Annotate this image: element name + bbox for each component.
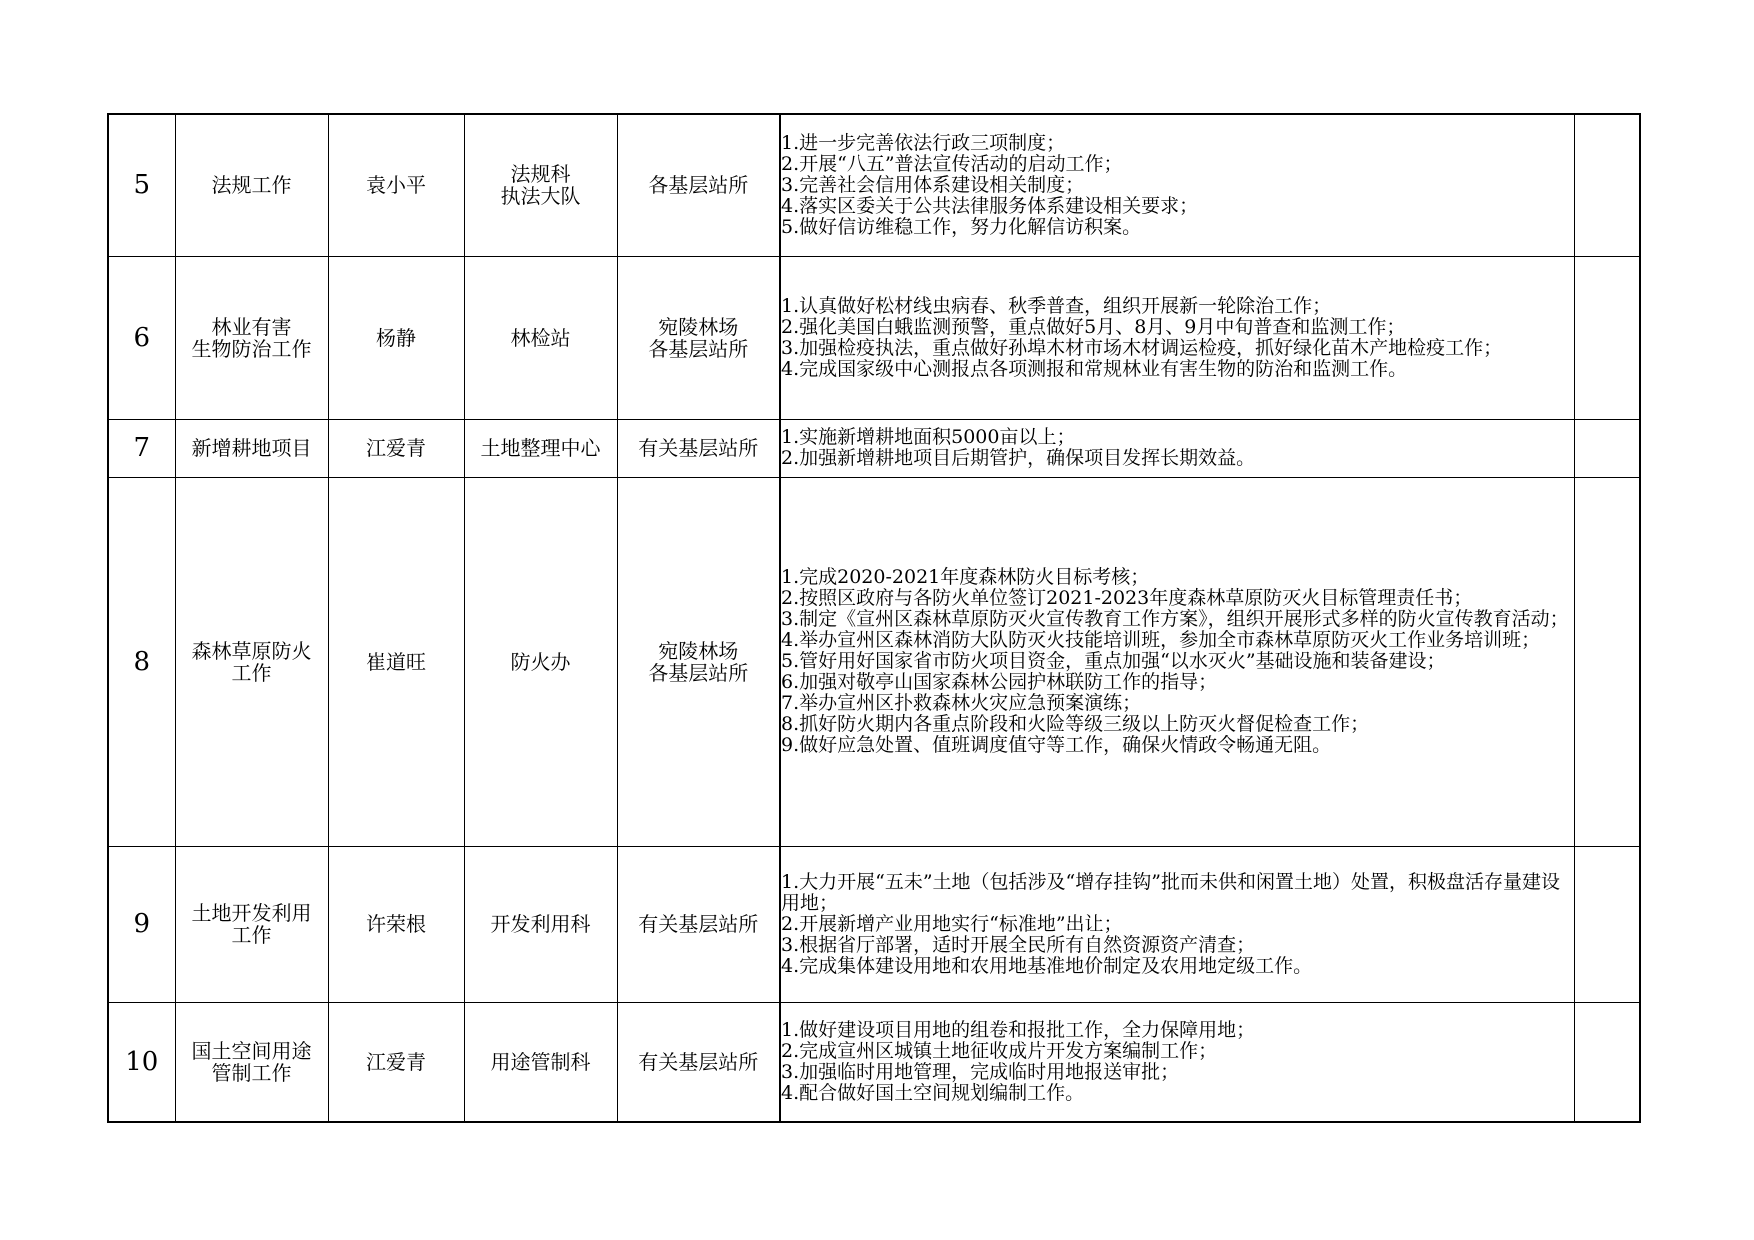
table-row xyxy=(108,477,1640,846)
lead-unit xyxy=(464,419,617,477)
project-name xyxy=(175,846,328,1002)
task-item: 4.完成集体建设用地和农用地基准地价制定及农用地定级工作。 xyxy=(781,954,1313,977)
task-item: 4.举办宣州区森林消防大队防灭火技能培训班，参加全市森林草原防灭火工作业务培训班； xyxy=(781,629,1541,651)
lead-unit-line: 防火办 xyxy=(510,649,571,674)
leader-name: 袁小平 xyxy=(328,114,464,256)
project-name-line: 生物防治工作 xyxy=(191,336,312,361)
table-row xyxy=(108,256,1640,419)
task-item: 3.完善社会信用体系建设相关制度； xyxy=(781,173,1085,196)
cooperating-unit-line: 各基层站所 xyxy=(648,336,749,361)
project-name xyxy=(175,114,328,256)
task-item: 2.完成宣州区城镇土地征收成片开发方案编制工作； xyxy=(781,1039,1218,1062)
project-name-line: 森林草原防火 xyxy=(191,638,312,663)
row-number: 10 xyxy=(108,1002,175,1122)
cooperating-unit-line: 宛陵林场 xyxy=(658,314,739,339)
task-item: 2.开展“八五”普法宣传活动的启动工作； xyxy=(781,152,1123,175)
row-number: 7 xyxy=(108,419,175,477)
table-row xyxy=(108,846,1640,1002)
task-list xyxy=(780,114,1574,256)
lead-unit-line: 开发利用科 xyxy=(490,912,591,936)
task-item: 8.抓好防火期内各重点阶段和火险等级三级以上防灭火督促检查工作； xyxy=(781,713,1370,735)
project-name xyxy=(175,256,328,419)
project-name-line: 工作 xyxy=(231,660,272,685)
task-item: 3.根据省厅部署，适时开展全民所有自然资源资产清查； xyxy=(781,933,1256,956)
lead-unit xyxy=(464,846,617,1002)
table-row xyxy=(108,1002,1640,1122)
lead-unit xyxy=(464,477,617,846)
project-name-line: 法规工作 xyxy=(211,173,292,198)
cooperating-unit xyxy=(617,114,780,256)
task-list xyxy=(780,419,1574,477)
task-list xyxy=(780,477,1574,846)
leader-name: 许荣根 xyxy=(328,846,464,1002)
task-item: 1.进一步完善依法行政三项制度； xyxy=(781,131,1066,154)
task-item: 1.实施新增耕地面积5000亩以上； xyxy=(781,426,1076,448)
task-item: 1.大力开展“五未”土地（包括涉及“增存挂钩”批而未供和闲置土地）处置，积极盘活存量建设用地； xyxy=(781,870,1560,914)
row-number: 6 xyxy=(108,256,175,419)
task-item: 1.做好建设项目用地的组卷和报批工作，全力保障用地； xyxy=(781,1018,1256,1041)
lead-unit-line: 土地整理中心 xyxy=(480,436,601,460)
project-name xyxy=(175,477,328,846)
task-item: 3.加强检疫执法，重点做好孙埠木材市场木材调运检疫，抓好绿化苗木产地检疫工作； xyxy=(781,336,1503,359)
table-row xyxy=(108,419,1640,477)
task-item: 7.举办宣州区扑救森林火灾应急预案演练； xyxy=(781,692,1142,714)
leader-name: 江爱青 xyxy=(328,1002,464,1122)
row-number: 8 xyxy=(108,477,175,846)
task-item: 2.加强新增耕地项目后期管护，确保项目发挥长期效益。 xyxy=(781,447,1256,469)
project-name-line: 新增耕地项目 xyxy=(191,436,312,460)
task-item: 2.开展新增产业用地实行“标准地”出让； xyxy=(781,912,1123,935)
cooperating-unit xyxy=(617,477,780,846)
cooperating-unit-line: 宛陵林场 xyxy=(658,638,739,663)
task-item: 5.管好用好国家省市防火项目资金，重点加强“以水灭火”基础设施和装备建设； xyxy=(781,650,1446,672)
cooperating-unit-line: 各基层站所 xyxy=(648,660,749,685)
task-item: 5.做好信访维稳工作，努力化解信访积案。 xyxy=(781,215,1142,238)
note-cell xyxy=(1574,114,1640,256)
task-item: 3.制定《宣州区森林草原防灭火宣传教育工作方案》，组织开展形式多样的防火宣传教育活动； xyxy=(781,608,1569,630)
leader-name: 江爱青 xyxy=(328,419,464,477)
lead-unit-line: 用途管制科 xyxy=(490,1049,591,1074)
task-item: 4.落实区委关于公共法律服务体系建设相关要求； xyxy=(781,194,1199,217)
lead-unit xyxy=(464,114,617,256)
lead-unit-line: 法规科 xyxy=(510,162,571,187)
project-name xyxy=(175,419,328,477)
task-item: 1.完成2020-2021年度森林防火目标考核； xyxy=(781,566,1150,588)
lead-unit xyxy=(464,1002,617,1122)
note-cell xyxy=(1574,477,1640,846)
work-plan-table xyxy=(107,113,1641,1123)
lead-unit-line: 执法大队 xyxy=(500,184,581,209)
cooperating-unit xyxy=(617,846,780,1002)
project-name-line: 国土空间用途 xyxy=(191,1038,312,1063)
task-item: 6.加强对敬亭山国家森林公园护林联防工作的指导； xyxy=(781,671,1218,693)
task-list xyxy=(780,846,1574,1002)
task-item: 4.完成国家级中心测报点各项测报和常规林业有害生物的防治和监测工作。 xyxy=(781,357,1408,380)
project-name xyxy=(175,1002,328,1122)
project-name-line: 管制工作 xyxy=(211,1060,292,1085)
task-item: 2.按照区政府与各防火单位签订2021-2023年度森林草原防灭火目标管理责任书； xyxy=(781,587,1473,609)
project-name-line: 土地开发利用 xyxy=(191,901,312,925)
project-name-line: 工作 xyxy=(231,923,272,947)
row-number: 9 xyxy=(108,846,175,1002)
row-number: 5 xyxy=(108,114,175,256)
table-row xyxy=(108,114,1640,256)
cooperating-unit-line: 有关基层站所 xyxy=(638,436,759,460)
cooperating-unit-line: 有关基层站所 xyxy=(638,1049,759,1074)
task-item: 1.认真做好松材线虫病春、秋季普查，组织开展新一轮除治工作； xyxy=(781,294,1332,317)
task-list xyxy=(780,1002,1574,1122)
cooperating-unit xyxy=(617,1002,780,1122)
cooperating-unit xyxy=(617,419,780,477)
cooperating-unit xyxy=(617,256,780,419)
leader-name: 崔道旺 xyxy=(328,477,464,846)
lead-unit-line: 林检站 xyxy=(510,325,571,350)
note-cell xyxy=(1574,256,1640,419)
note-cell xyxy=(1574,419,1640,477)
task-item: 3.加强临时用地管理，完成临时用地报送审批； xyxy=(781,1060,1180,1083)
cooperating-unit-line: 有关基层站所 xyxy=(638,912,759,936)
note-cell xyxy=(1574,1002,1640,1122)
task-item: 2.强化美国白蛾监测预警，重点做好5月、8月、9月中旬普查和监测工作； xyxy=(781,315,1406,338)
lead-unit xyxy=(464,256,617,419)
leader-name: 杨静 xyxy=(328,256,464,419)
task-list xyxy=(780,256,1574,419)
task-item: 9.做好应急处置、值班调度值守等工作，确保火情政令畅通无阻。 xyxy=(781,734,1332,756)
cooperating-unit-line: 各基层站所 xyxy=(648,173,749,198)
project-name-line: 林业有害 xyxy=(211,314,292,339)
note-cell xyxy=(1574,846,1640,1002)
task-item: 4.配合做好国土空间规划编制工作。 xyxy=(781,1081,1085,1104)
